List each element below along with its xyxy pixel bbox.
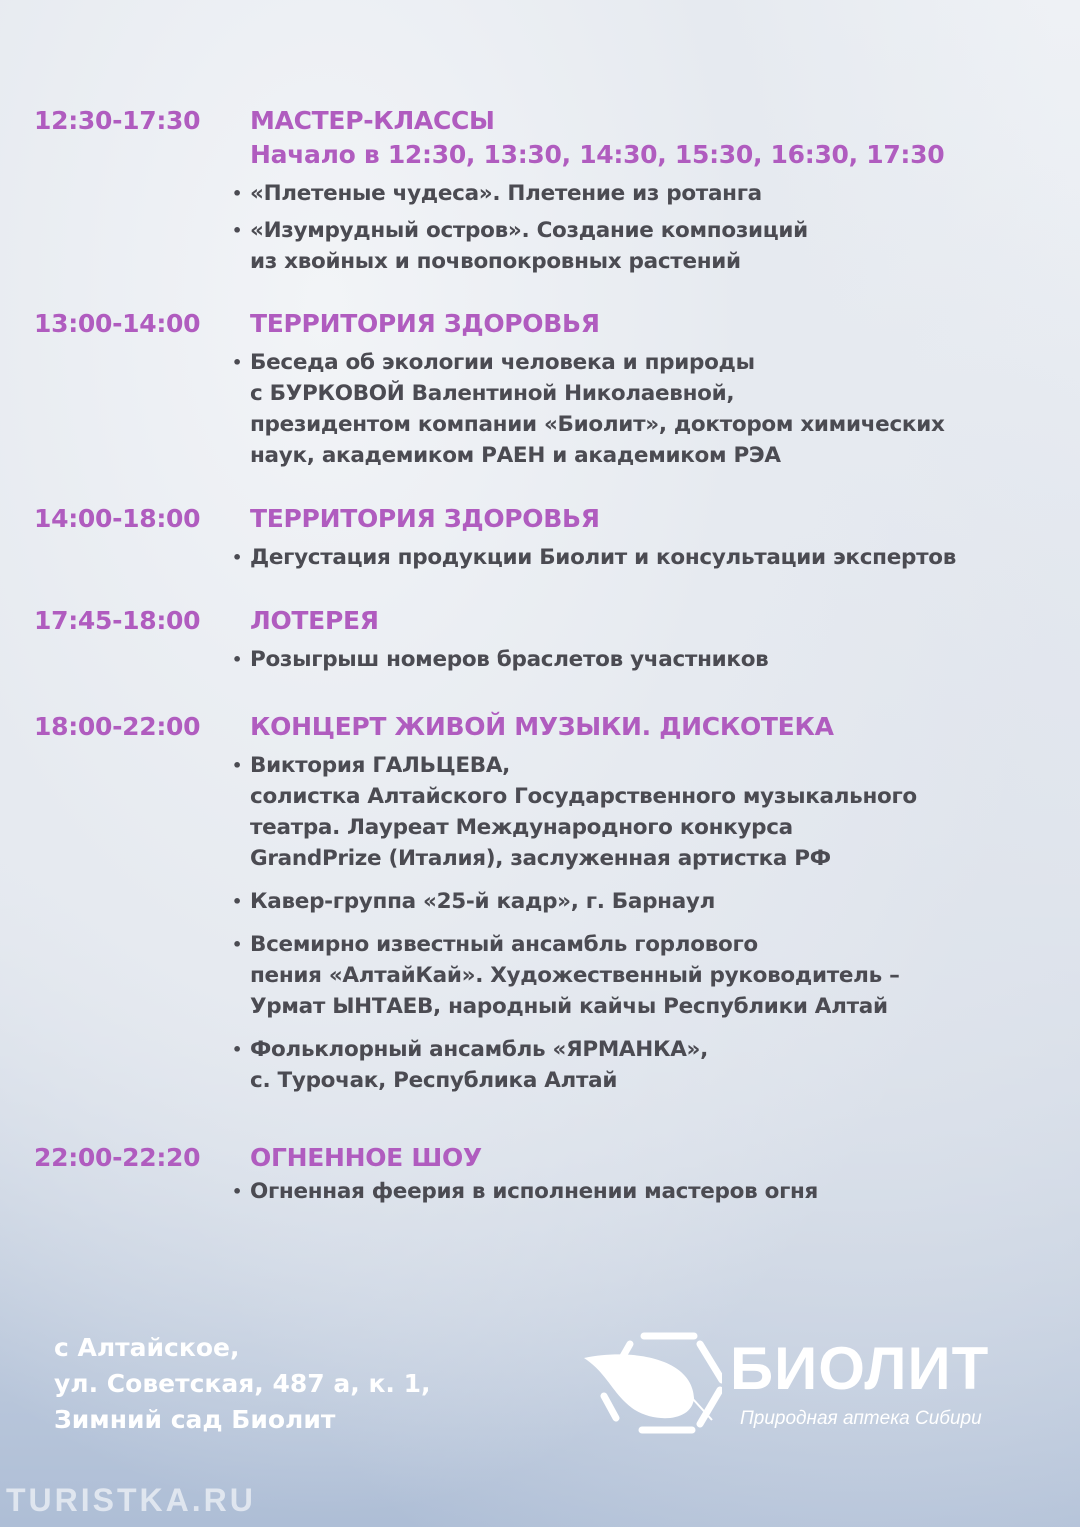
item-line: • «Изумрудный остров». Создание композиций bbox=[232, 215, 808, 246]
section-title: ОГНЕННОЕ ШОУ bbox=[250, 1143, 482, 1172]
item-line: • Дегустация продукции Биолит и консультации экспертов bbox=[232, 542, 956, 573]
item-line: • «Плетеные чудеса». Плетение из ротанга bbox=[232, 178, 808, 209]
item-line: театра. Лауреат Международного конкурса bbox=[250, 815, 793, 840]
item-line: Урмат ЫНТАЕВ, народный кайчы Республики Алтай bbox=[250, 994, 888, 1019]
item-line: • Всемирно известный ансамбль горлового bbox=[232, 929, 917, 960]
list-item bbox=[232, 886, 917, 917]
section-title: ТЕРРИТОРИЯ ЗДОРОВЬЯ bbox=[250, 309, 600, 338]
list-item bbox=[232, 347, 945, 471]
section-title: ЛОТЕРЕЯ bbox=[250, 606, 379, 635]
list-item bbox=[232, 1176, 818, 1207]
item-line: из хвойных и почвопокровных растений bbox=[250, 249, 741, 274]
brand-name: БИОЛИТ bbox=[730, 1335, 990, 1402]
section-title: КОНЦЕРТ ЖИВОЙ МУЗЫКИ. ДИСКОТЕКА bbox=[250, 712, 834, 741]
section-items bbox=[232, 750, 917, 1102]
section-time: 17:45-18:00 bbox=[34, 606, 201, 635]
section-title: ТЕРРИТОРИЯ ЗДОРОВЬЯ bbox=[250, 504, 600, 533]
section-items bbox=[232, 1176, 818, 1213]
address-line: ул. Советская, 487 а, к. 1, bbox=[54, 1369, 431, 1398]
item-line: • Беседа об экологии человека и природы bbox=[232, 347, 945, 378]
item-line: • Виктория ГАЛЬЦЕВА, bbox=[232, 750, 917, 781]
item-line: солистка Алтайского Государственного музыкального bbox=[250, 784, 917, 809]
section-subtitle: Начало в 12:30, 13:30, 14:30, 15:30, 16:30, 17:30 bbox=[250, 140, 945, 169]
list-item bbox=[232, 644, 768, 675]
section-items bbox=[232, 178, 808, 283]
item-line: • Кавер-группа «25-й кадр», г. Барнаул bbox=[232, 886, 917, 917]
brand-tagline: Природная аптека Сибири bbox=[740, 1408, 982, 1429]
section-title: МАСТЕР-КЛАССЫ Начало в 12:30, 13:30, 14:30, 15:30, 16:30, 17:30 bbox=[250, 106, 945, 169]
section-items bbox=[232, 644, 768, 681]
biolit-logo bbox=[582, 1328, 1022, 1438]
section-items bbox=[232, 347, 945, 477]
item-line: • Розыгрыш номеров браслетов участников bbox=[232, 644, 768, 675]
list-item bbox=[232, 542, 956, 573]
list-item bbox=[232, 929, 917, 1022]
section-time: 18:00-22:00 bbox=[34, 712, 201, 741]
section-time: 22:00-22:20 bbox=[34, 1143, 201, 1172]
list-item bbox=[232, 178, 808, 209]
list-item bbox=[232, 215, 808, 277]
item-line: с БУРКОВОЙ Валентиной Николаевной, bbox=[250, 381, 735, 406]
item-line: • Огненная феерия в исполнении мастеров огня bbox=[232, 1176, 818, 1207]
item-line: президентом компании «Биолит», доктором химических bbox=[250, 412, 945, 437]
section-items bbox=[232, 542, 956, 579]
list-item bbox=[232, 750, 917, 874]
item-line: пения «АлтайКай». Художественный руководитель – bbox=[250, 963, 900, 988]
item-line: наук, академиком РАЕН и академиком РЭА bbox=[250, 443, 781, 468]
address-line: с Алтайское, bbox=[54, 1333, 240, 1362]
list-item bbox=[232, 1034, 917, 1096]
section-time: 13:00-14:00 bbox=[34, 309, 201, 338]
hexagon-leaf-icon bbox=[582, 1328, 722, 1438]
section-time: 12:30-17:30 bbox=[34, 106, 201, 135]
address bbox=[54, 1330, 431, 1438]
item-line: • Фольклорный ансамбль «ЯРМАНКА», bbox=[232, 1034, 917, 1065]
address-line: Зимний сад Биолит bbox=[54, 1405, 336, 1434]
section-time: 14:00-18:00 bbox=[34, 504, 201, 533]
watermark: TURISTKA.RU bbox=[6, 1482, 256, 1518]
item-line: GrandPrize (Италия), заслуженная артистка РФ bbox=[250, 846, 831, 871]
item-line: с. Турочак, Республика Алтай bbox=[250, 1068, 618, 1093]
